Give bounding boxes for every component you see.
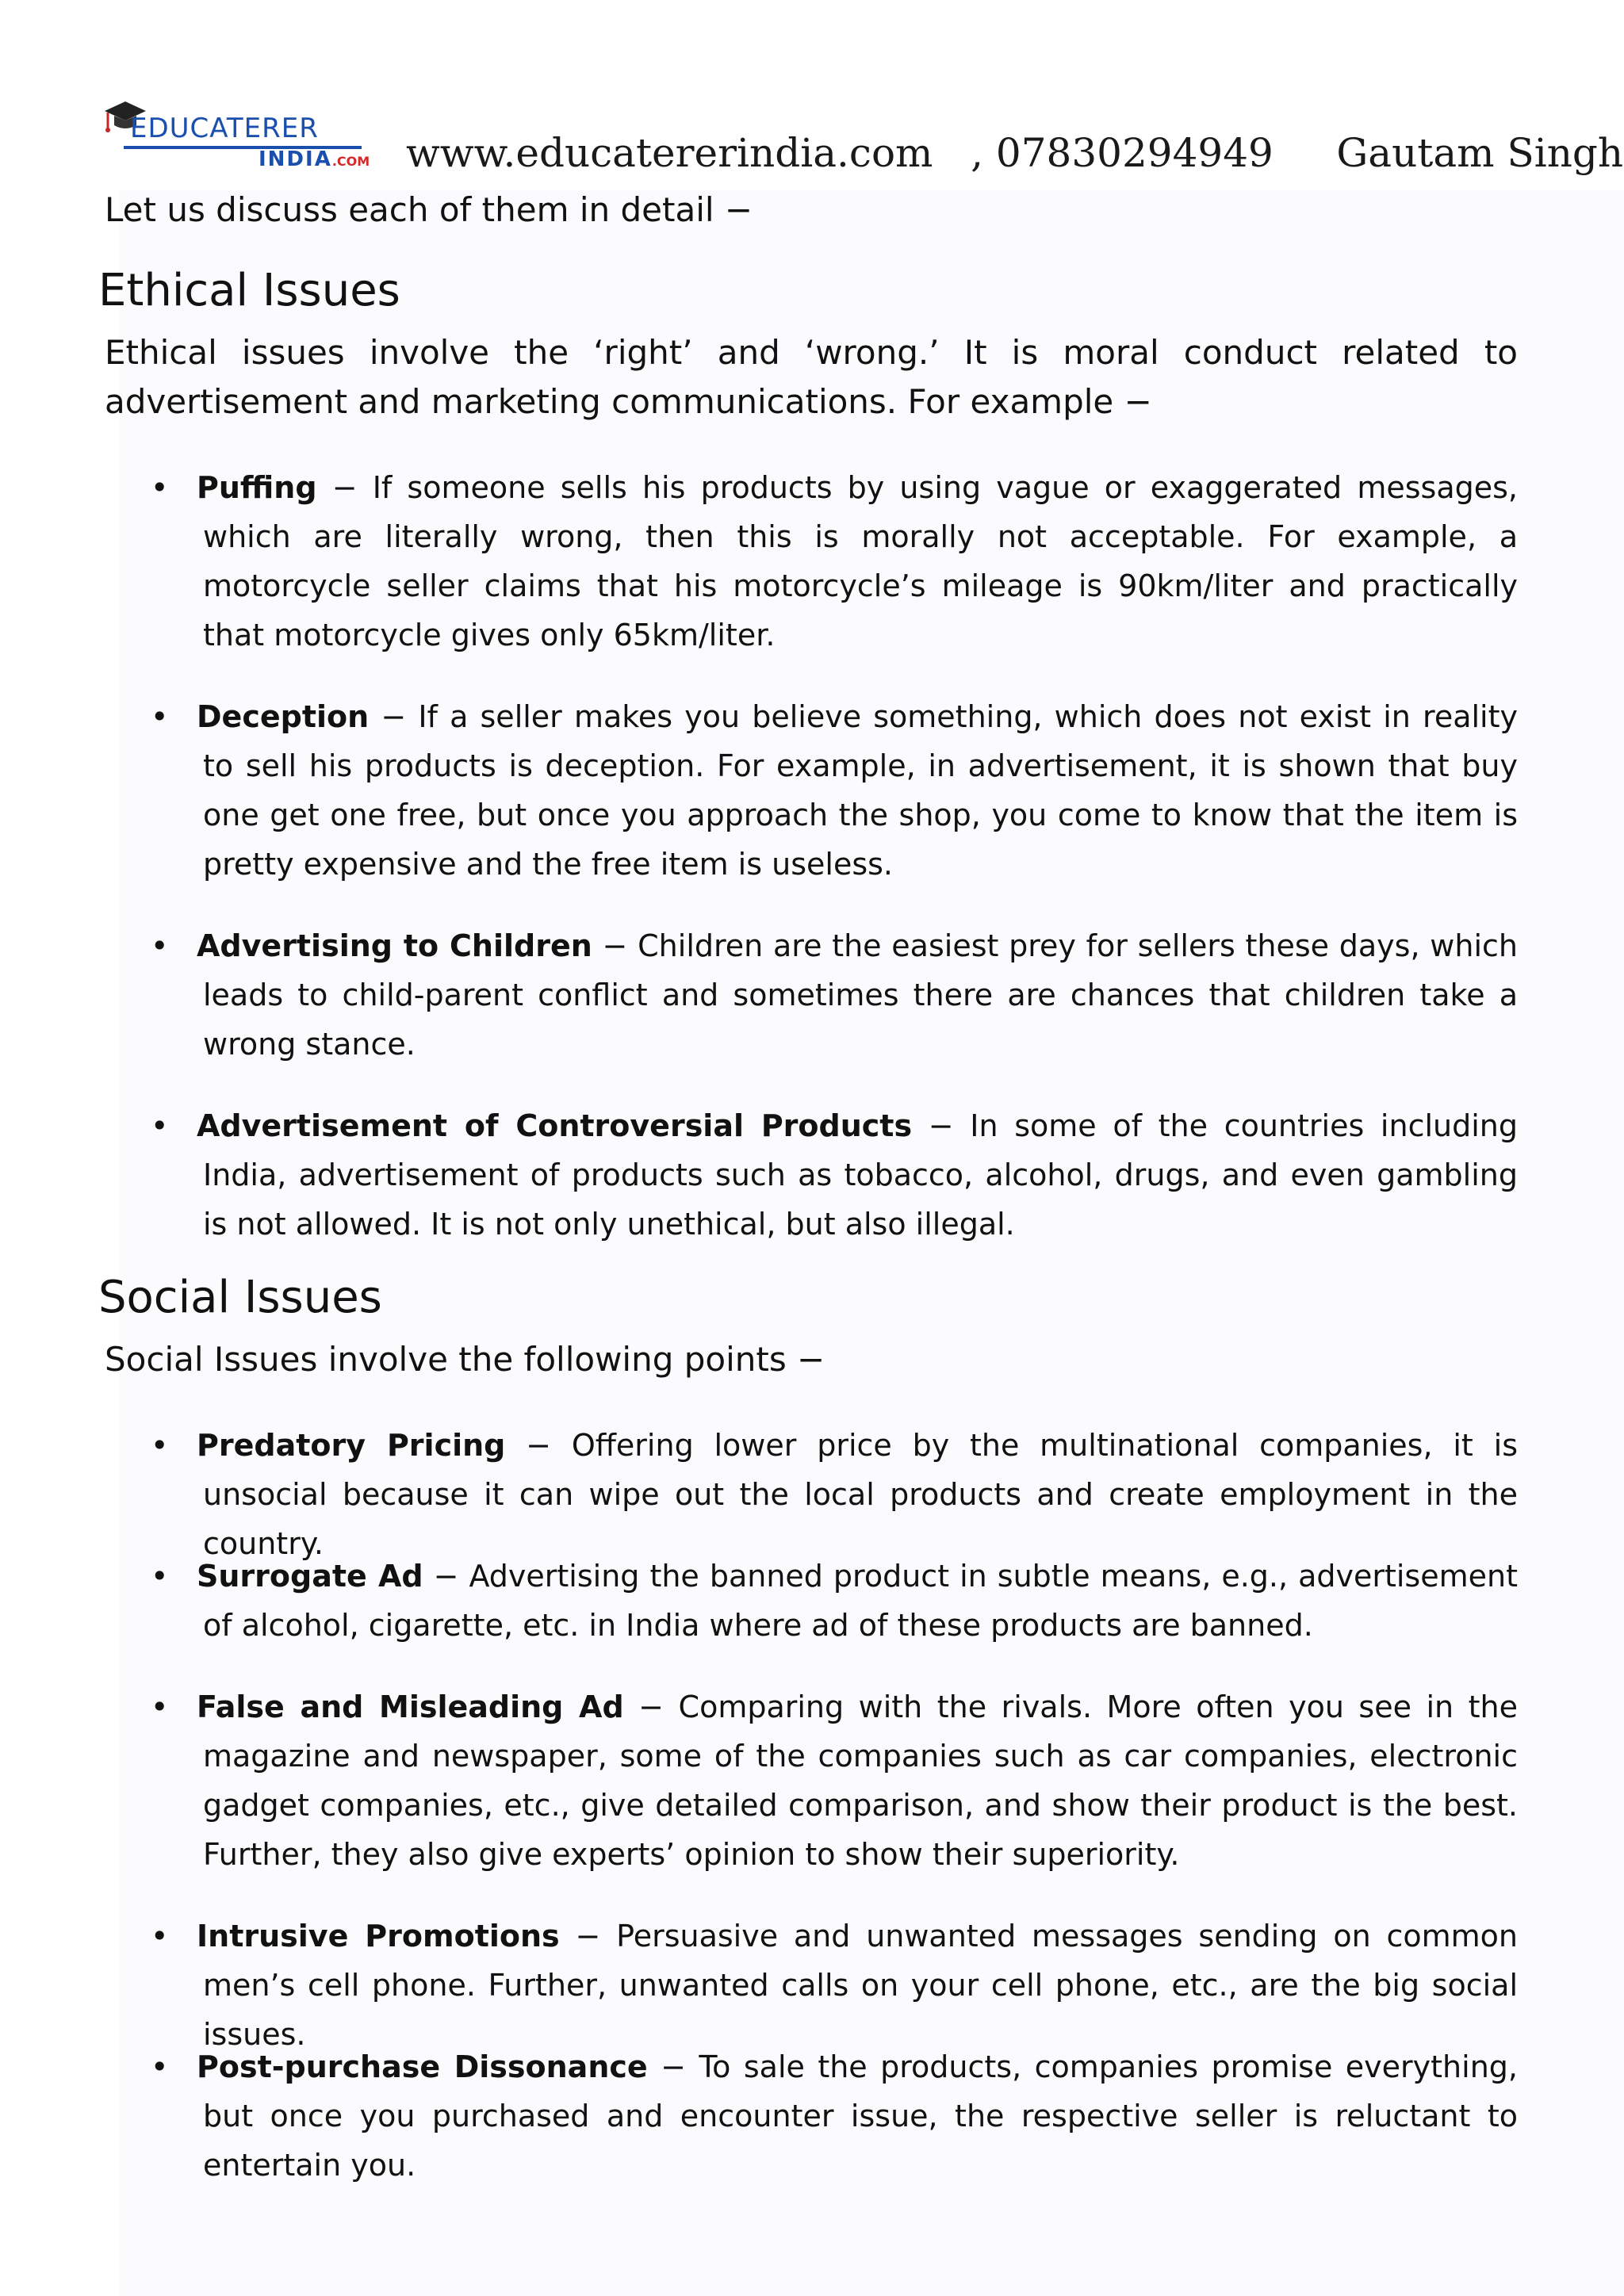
- item-text: − If a seller makes you believe something, which does not exist in reality to sell his products is deception. For example, in advertisement, it is shown that buy one get one free, but once you approach the shop, you come to know that the item is pretty expensive and the free item is useless.: [203, 699, 1518, 882]
- bullet-icon: •: [151, 1689, 169, 1724]
- list-item: [105, 1911, 1518, 2059]
- bullet-icon: •: [151, 1919, 169, 1954]
- list-item: [105, 1682, 1518, 1879]
- item-term: Deception: [197, 699, 370, 734]
- item-term: False and Misleading Ad: [197, 1689, 624, 1724]
- item-term: Predatory Pricing: [197, 1428, 506, 1463]
- item-text: − Comparing with the rivals. More often you see in the magazine and newspaper, some of the companies such as car companies, electronic gadget companies, etc., give detailed comparison, and show their product is the best. Further, they also give experts’ opinion to show their superiority.: [203, 1689, 1519, 1872]
- bullet-icon: •: [151, 1108, 169, 1143]
- heading-social-issues: Social Issues: [98, 1272, 382, 1323]
- item-text: − If someone sells his products by using vague or exaggerated messages, which are literally wrong, then this is morally not acceptable. For example, a motorcycle seller claims that his motorcycle’s mileage is 90km/liter and practically that motorcycle gives only 65km/liter.: [203, 470, 1518, 652]
- heading-ethical-issues: Ethical Issues: [98, 265, 400, 316]
- ethical-paragraph: Ethical issues involve the ‘right’ and ‘wrong.’ It is moral conduct related to advertisement and marketing communications. For example −: [105, 333, 1518, 421]
- bullet-icon: •: [151, 1428, 169, 1463]
- list-item: [105, 1552, 1518, 1650]
- list-item: [105, 1101, 1518, 1249]
- logo-text-bottom: INDIA.COM: [259, 147, 370, 171]
- list-item: [105, 921, 1518, 1069]
- intro-text: Let us discuss each of them in detail −: [105, 190, 753, 229]
- item-text: − Advertising the banned product in subtle means, e.g., advertisement of alcohol, cigarette, etc. in India where ad of these products are banned.: [203, 1559, 1518, 1643]
- item-term: Advertising to Children: [197, 928, 592, 963]
- item-text: − Persuasive and unwanted messages sending on common men’s cell phone. Further, unwanted calls on your cell phone, etc., are the big social issues.: [203, 1919, 1518, 2052]
- bullet-icon: •: [151, 470, 169, 505]
- item-term: Surrogate Ad: [197, 1559, 423, 1594]
- list-item: [105, 1421, 1518, 1568]
- logo-text-top: EDUCATERER: [130, 113, 319, 144]
- item-term: Puffing: [197, 470, 317, 505]
- bullet-icon: •: [151, 1559, 169, 1594]
- item-term: Intrusive Promotions: [197, 1919, 560, 1954]
- header-contact-line: www.educatererindia.com , 07830294949 Gautam Singh: [406, 130, 1624, 176]
- bullet-icon: •: [151, 928, 169, 963]
- item-text: − Children are the easiest prey for sellers these days, which leads to child-parent conflict and sometimes there are chances that children take a wrong stance.: [203, 928, 1518, 1062]
- list-item: [105, 692, 1518, 889]
- educaterer-logo: [100, 98, 382, 171]
- list-item: [105, 463, 1518, 660]
- item-text: − In some of the countries including India, advertisement of products such as tobacco, alcohol, drugs, and even gambling is not allowed. It is not only unethical, but also illegal.: [203, 1108, 1518, 1242]
- item-text: − To sale the products, companies promise everything, but once you purchased and encounter issue, the respective seller is reluctant to entertain you.: [203, 2049, 1518, 2183]
- list-item: [105, 2042, 1518, 2190]
- item-text: − Offering lower price by the multinational companies, it is unsocial because it can wipe out the local products and create employment in the country.: [203, 1428, 1518, 1561]
- item-term: Post-purchase Dissonance: [197, 2049, 648, 2084]
- item-term: Advertisement of Controversial Products: [197, 1108, 913, 1143]
- social-paragraph: Social Issues involve the following points −: [105, 1340, 825, 1379]
- bullet-icon: •: [151, 2049, 169, 2084]
- bullet-icon: •: [151, 699, 169, 734]
